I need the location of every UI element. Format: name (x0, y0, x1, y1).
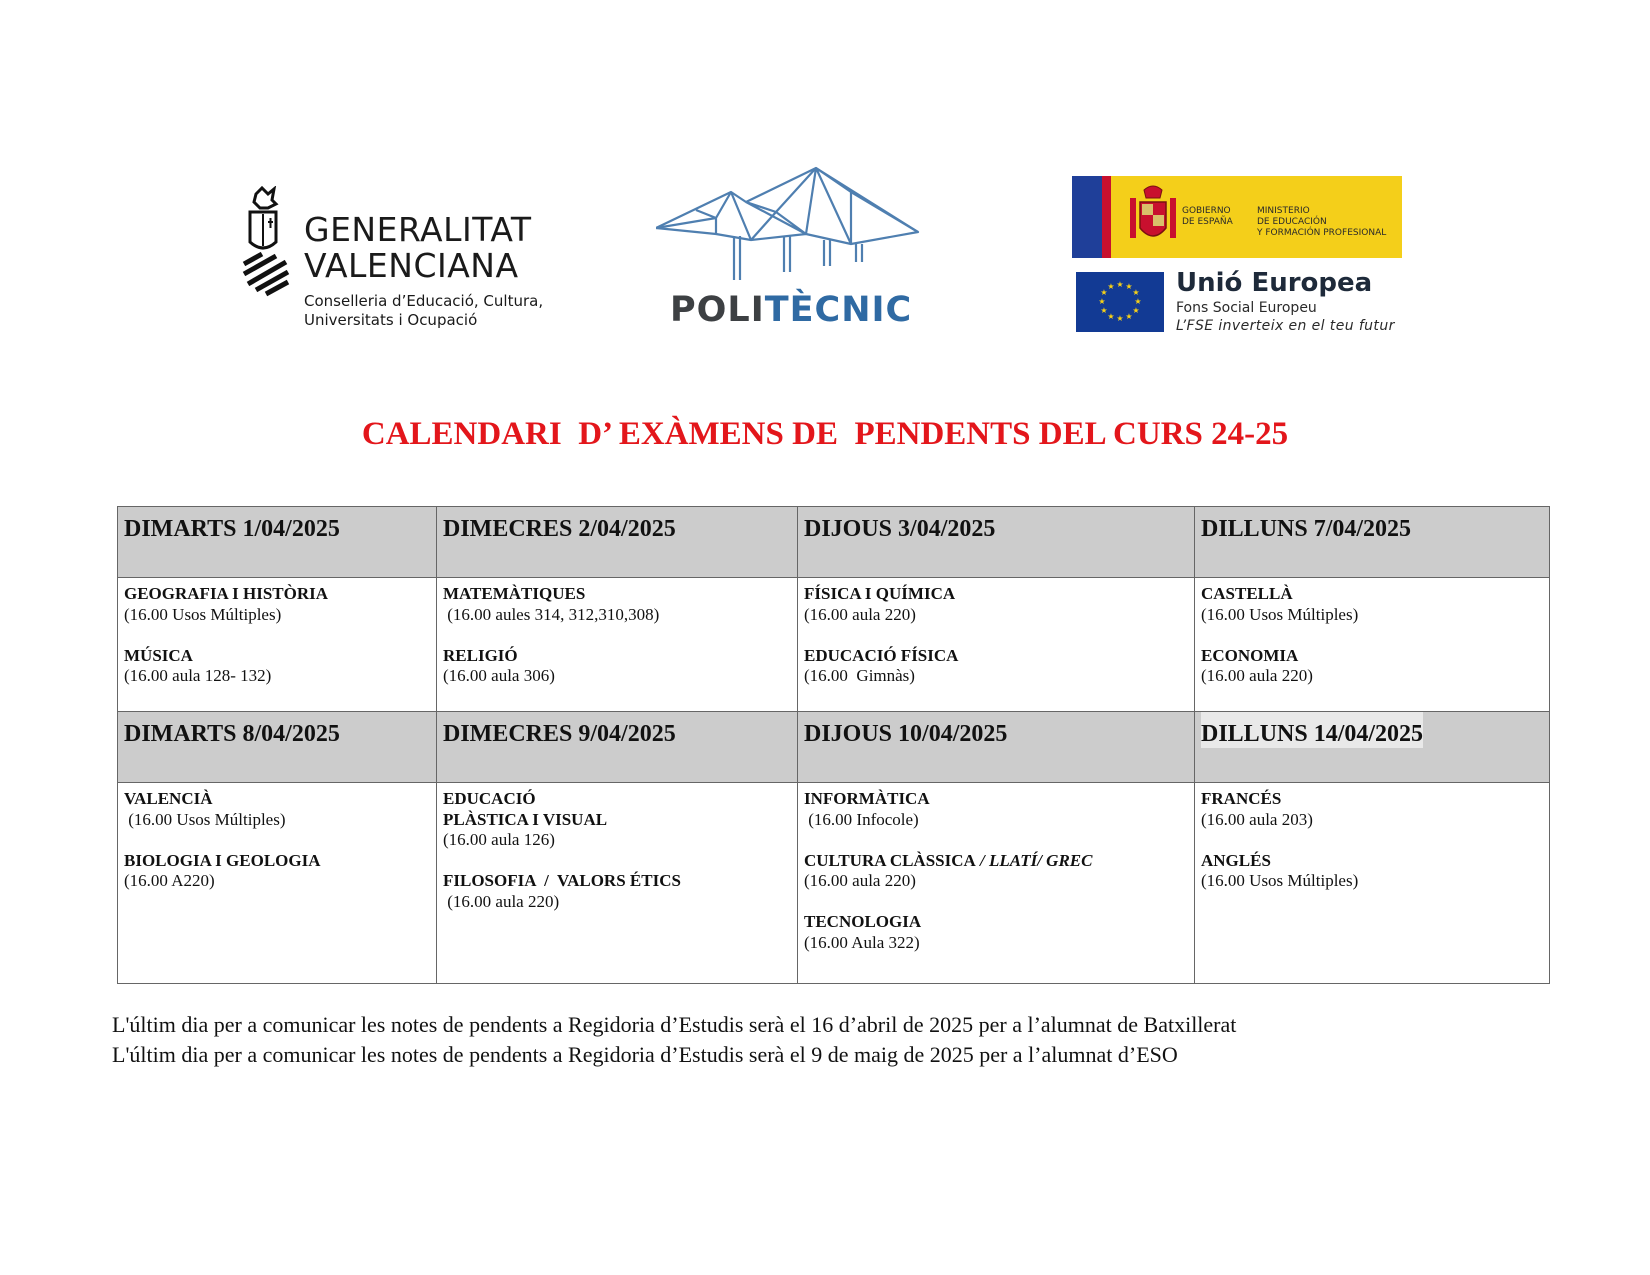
exam-place: (16.00 Usos Múltiples) (1201, 604, 1359, 624)
svg-text:★: ★ (1116, 314, 1124, 323)
spain-flag-red-stripe (1102, 176, 1111, 258)
exam-place: (16.00 Infocole) (804, 809, 919, 829)
exam-calendar-table (117, 506, 1550, 984)
svg-text:★: ★ (1098, 297, 1106, 306)
day-header: DIJOUS 10/04/2025 (804, 721, 1008, 747)
day-header-cell (437, 712, 798, 783)
exam-subject: BIOLOGIA I GEOLOGIA (124, 850, 321, 870)
exam-subject-combined (804, 851, 1188, 872)
exam-place: (16.00 aula 128- 132) (124, 666, 272, 685)
exam-subject: EDUCACIÓ (443, 789, 536, 808)
day-header: DIJOUS 3/04/2025 (804, 516, 996, 542)
svg-text:★: ★ (1125, 282, 1133, 291)
exam-subject: ECONOMIA (1201, 645, 1299, 665)
exam-subject: INFORMÀTICA (804, 789, 930, 808)
day-header: DIMARTS 1/04/2025 (124, 516, 340, 542)
union-europea-logo (1076, 268, 1416, 338)
exam-place: (16.00 aula 220) (443, 891, 560, 911)
ministerio-line3: Y FORMACIÓN PROFESIONAL (1257, 228, 1387, 238)
exam-place: (16.00 aula 306) (443, 666, 555, 685)
exam-place: (16.00 aules 314, 312,310,308) (443, 604, 660, 624)
day-header: DILLUNS 14/04/2025 (1201, 712, 1423, 748)
day-header-cell (118, 507, 437, 578)
week1-exams-row (118, 578, 1550, 712)
day-header-cell (798, 712, 1195, 783)
exam-place: (16.00 aula 220) (804, 604, 916, 624)
day-header-cell (118, 712, 437, 783)
exam-place: (16.00 Aula 322) (804, 932, 920, 952)
exam-cell (437, 783, 798, 984)
day-header-cell (437, 507, 798, 578)
exam-subject: FÍSICA I QUÍMICA (804, 584, 956, 603)
exam-cell (1195, 783, 1550, 984)
gobierno-text (1182, 206, 1233, 228)
day-header: DIMECRES 2/04/2025 (443, 516, 676, 542)
exam-cell (118, 578, 437, 712)
exam-subject: CASTELLÀ (1201, 584, 1293, 603)
exam-subject: MATEMÀTIQUES (443, 584, 586, 603)
exam-subject-line2: PLÀSTICA I VISUAL (443, 809, 608, 829)
spain-coat-of-arms-icon (1124, 184, 1182, 250)
week2-exams-row (118, 783, 1550, 984)
exam-subject: EDUCACIÓ FÍSICA (804, 645, 959, 665)
exam-place: (16.00 A220) (124, 871, 215, 890)
exam-subject: CULTURA CLÀSSICA (804, 850, 976, 870)
exam-cell (798, 578, 1195, 712)
week2-header-row (118, 712, 1550, 783)
politecnic-wordmark (670, 290, 912, 330)
exam-subject: TECNOLOGIA (804, 912, 922, 931)
gva-name-line2: VALENCIANA (304, 246, 519, 285)
eu-subtitle: Fons Social Europeu (1176, 300, 1317, 316)
exam-place: (16.00 Gimnàs) (804, 666, 915, 685)
svg-text:★: ★ (1107, 282, 1115, 291)
politecnic-wordmark-part2: TÈCNIC (764, 290, 913, 330)
exam-cell (1195, 578, 1550, 712)
generalitat-valenciana-logo (242, 186, 562, 336)
day-header: DILLUNS 7/04/2025 (1201, 516, 1412, 542)
svg-text:★: ★ (1116, 280, 1124, 289)
deadline-notes (112, 1010, 1236, 1070)
gobierno-line1: GOBIERNO (1182, 206, 1231, 216)
exam-place: (16.00 Usos Múltiples) (124, 604, 282, 624)
exam-cell (437, 578, 798, 712)
svg-text:★: ★ (1125, 312, 1133, 321)
gva-name-line1: GENERALITAT (304, 210, 532, 249)
deadline-note-eso: L'últim dia per a comunicar les notes de pendents a Regidoria d’Estudis serà el 9 de maig de 2025 per a l’alumnat d’ESO (112, 1042, 1178, 1067)
day-header: DIMECRES 9/04/2025 (443, 721, 676, 747)
ministerio-text (1257, 206, 1386, 239)
eu-flag-icon (1076, 272, 1164, 332)
svg-text:★: ★ (1134, 297, 1142, 306)
politecnic-roof-icon (656, 162, 926, 282)
exam-subject: MÚSICA (124, 645, 193, 665)
generalitat-emblem-icon (242, 186, 290, 306)
ministerio-line2: DE EDUCACIÓN (1257, 217, 1327, 227)
deadline-note-batxillerat: L'últim dia per a comunicar les notes de pendents a Regidoria d’Estudis serà el 16 d’abril de 2025 per a l’alumnat de Batxillerat (112, 1012, 1237, 1037)
svg-text:★: ★ (1100, 288, 1108, 297)
svg-text:★: ★ (1107, 312, 1115, 321)
exam-subject: GEOGRAFIA I HISTÒRIA (124, 584, 329, 603)
exam-place: (16.00 Usos Múltiples) (124, 809, 286, 829)
logo-bar (0, 0, 1650, 360)
exam-subject: FILOSOFIA / VALORS ÉTICS (443, 871, 681, 890)
week1-header-row (118, 507, 1550, 578)
svg-text:★: ★ (1100, 306, 1108, 315)
exam-subject: ANGLÉS (1201, 850, 1271, 870)
eu-slogan: L’FSE inverteix en el teu futur (1176, 318, 1395, 334)
exam-place: (16.00 Usos Múltiples) (1201, 871, 1359, 890)
exam-place: (16.00 aula 220) (804, 871, 916, 890)
day-header-cell (1195, 507, 1550, 578)
spain-flag-stripe (1072, 176, 1102, 258)
exam-subject: RELIGIÓ (443, 645, 518, 665)
exam-cell (798, 783, 1195, 984)
exam-subject: VALENCIÀ (124, 789, 213, 808)
day-header-cell (798, 507, 1195, 578)
gobierno-line2: DE ESPAÑA (1182, 217, 1233, 227)
politecnic-logo (656, 162, 926, 337)
exam-cell (118, 783, 437, 984)
day-header: DIMARTS 8/04/2025 (124, 721, 340, 747)
exam-place: (16.00 aula 220) (1201, 666, 1313, 685)
ministerio-line1: MINISTERIO (1257, 206, 1310, 216)
gobierno-espana-logo (1072, 176, 1402, 258)
gva-subtitle-line2: Universitats i Ocupació (304, 311, 478, 329)
exam-place: (16.00 aula 203) (1201, 809, 1313, 829)
exam-subject: FRANCÉS (1201, 789, 1282, 808)
exam-place: (16.00 aula 126) (443, 830, 555, 849)
svg-text:★: ★ (1132, 288, 1140, 297)
page-title: CALENDARI D’ EXÀMENS DE PENDENTS DEL CURS 24-25 (361, 416, 1289, 452)
eu-title: Unió Europea (1176, 268, 1373, 298)
exam-subject-italic: / LLATÍ/ GREC (975, 850, 1093, 870)
politecnic-wordmark-part1: POLI (670, 290, 765, 330)
gva-subtitle-line1: Conselleria d’Educació, Cultura, (304, 292, 544, 310)
day-header-cell (1195, 712, 1550, 783)
svg-text:★: ★ (1132, 306, 1140, 315)
